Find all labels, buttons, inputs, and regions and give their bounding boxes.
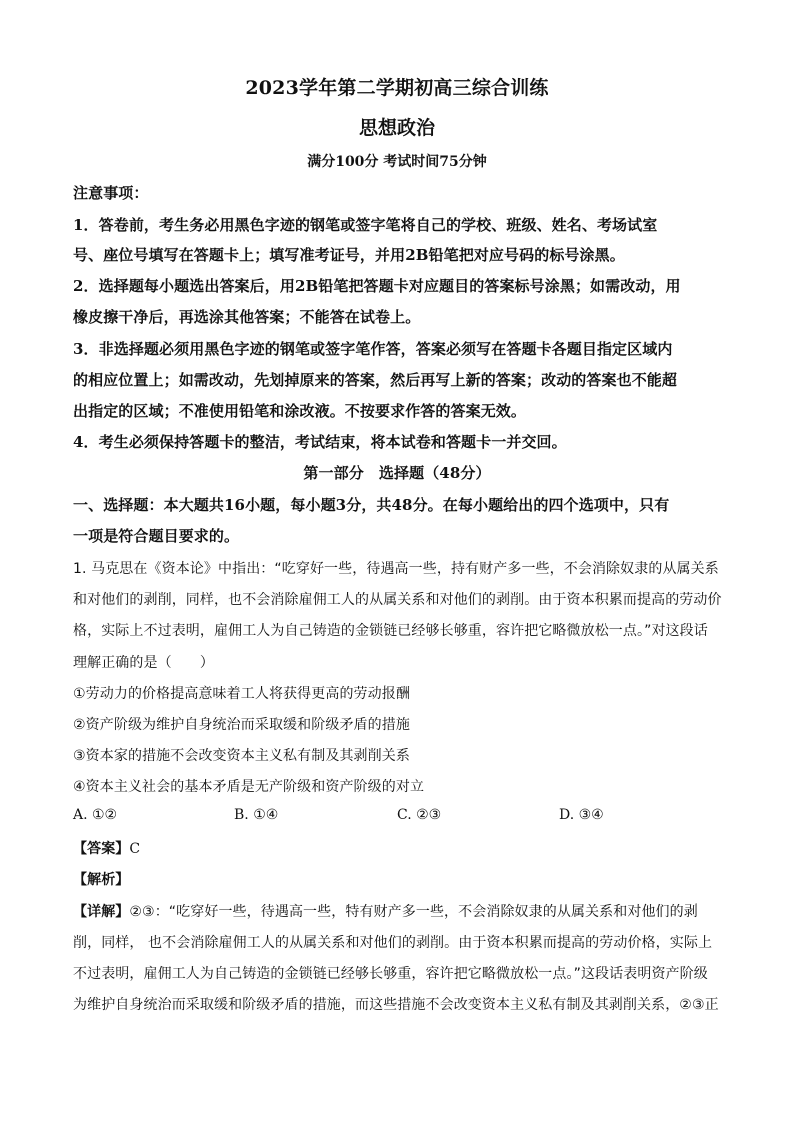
question-stem: 1. 马克思在《资本论》中指出：“吃穿好一些，待遇高一些，持有财产多一些，不会消除奴隶的从属关系 — [73, 561, 719, 577]
note-line: 出指定的区域；不准使用铅笔和涂改液。不按要求作答的答案无效。 — [73, 402, 527, 420]
note-line: 1．答卷前，考生务必用黑色字迹的钢笔或签字笔将自己的学校、班级、姓名、考场试室 — [73, 216, 658, 234]
part-instruction: 一、选择题：本大题共16小题，每小题3分，共48分。在每小题给出的四个选项中，只有 — [73, 496, 670, 514]
question-stem: 理解正确的是（ ） — [73, 655, 214, 671]
statement-item: ②资产阶级为维护自身统治而采取缓和阶级矛盾的措施 — [73, 717, 410, 733]
note-line: 3．非选择题必须用黑色字迹的钢笔或签字笔作答，答案必须写在答题卡各题目指定区域内 — [73, 340, 673, 358]
question-stem: 和对他们的剥削，同样，也不会消除雇佣工人的从属关系和对他们的剥削。由于资本积累而提高的劳动价 — [73, 592, 722, 608]
note-line: 号、座位号填写在答题卡上；填写准考证号，并用2B铅笔把对应号码的标号涂黑。 — [73, 246, 625, 264]
part-instruction: 一项是符合题目要求的。 — [73, 527, 240, 545]
exam-meta: 满分100分 考试时间75分钟 — [307, 154, 487, 170]
detail-tag: 【详解】 — [73, 904, 130, 920]
answer-line — [73, 838, 723, 858]
exam-title: 2023学年第二学期初高三综合训练 — [245, 77, 549, 99]
note-line: 4．考生必须保持答题卡的整洁，考试结束，将本试卷和答题卡一并交回。 — [73, 433, 567, 451]
subject-title: 思想政治 — [358, 117, 435, 139]
option-b: B. ①④ — [234, 807, 279, 823]
notes-heading: 注意事项： — [73, 184, 149, 202]
detail-line: 为维护自身统治而采取缓和阶级矛盾的措施，而这些措施不会改变资本主义私有制及其剥削关系，②③正 — [73, 997, 719, 1013]
statement-item: ③资本家的措施不会改变资本主义私有制及其剥削关系 — [73, 748, 410, 764]
answer-value: C — [129, 841, 141, 857]
statement-item: ④资本主义社会的基本矛盾是无产阶级和资产阶级的对立 — [73, 779, 425, 795]
detail-line: 不过表明，雇佣工人为自己铸造的金锁链已经够长够重，容许把它略微放松一点。”这段话表明资产阶级 — [73, 966, 708, 982]
option-a: A. ①② — [73, 807, 118, 823]
statement-item: ①劳动力的价格提高意味着工人将获得更高的劳动报酬 — [73, 686, 410, 702]
detail-line: 削，同样， 也不会消除雇佣工人的从属关系和对他们的剥削。由于资本积累而提高的劳动价格，实际上 — [73, 935, 713, 951]
detail-line — [73, 901, 723, 921]
analysis-label: 【解析】 — [73, 872, 130, 888]
note-line: 橡皮擦干净后，再选涂其他答案；不能答在试卷上。 — [73, 308, 421, 326]
note-line: 的相应位置上；如需改动，先划掉原来的答案，然后再写上新的答案；改动的答案也不能超 — [73, 371, 678, 389]
option-d: D. ③④ — [559, 807, 604, 823]
answer-tag: 【答案】 — [73, 841, 130, 857]
note-line: 2．选择题每小题选出答案后，用2B铅笔把答题卡对应题目的答案标号涂黑；如需改动，用 — [73, 277, 681, 295]
question-stem: 格，实际上不过表明，雇佣工人为自己铸造的金锁链已经够长够重，容许把它略微放松一点。”对这段话 — [73, 623, 708, 639]
option-c: C. ②③ — [397, 807, 442, 823]
detail-text: ②③：“吃穿好一些，待遇高一些，特有财产多一些，不会消除奴隶的从属关系和对他们的剥 — [129, 904, 698, 920]
part-title: 第一部分 选择题（48分） — [303, 464, 491, 482]
analysis-tag — [73, 869, 723, 889]
